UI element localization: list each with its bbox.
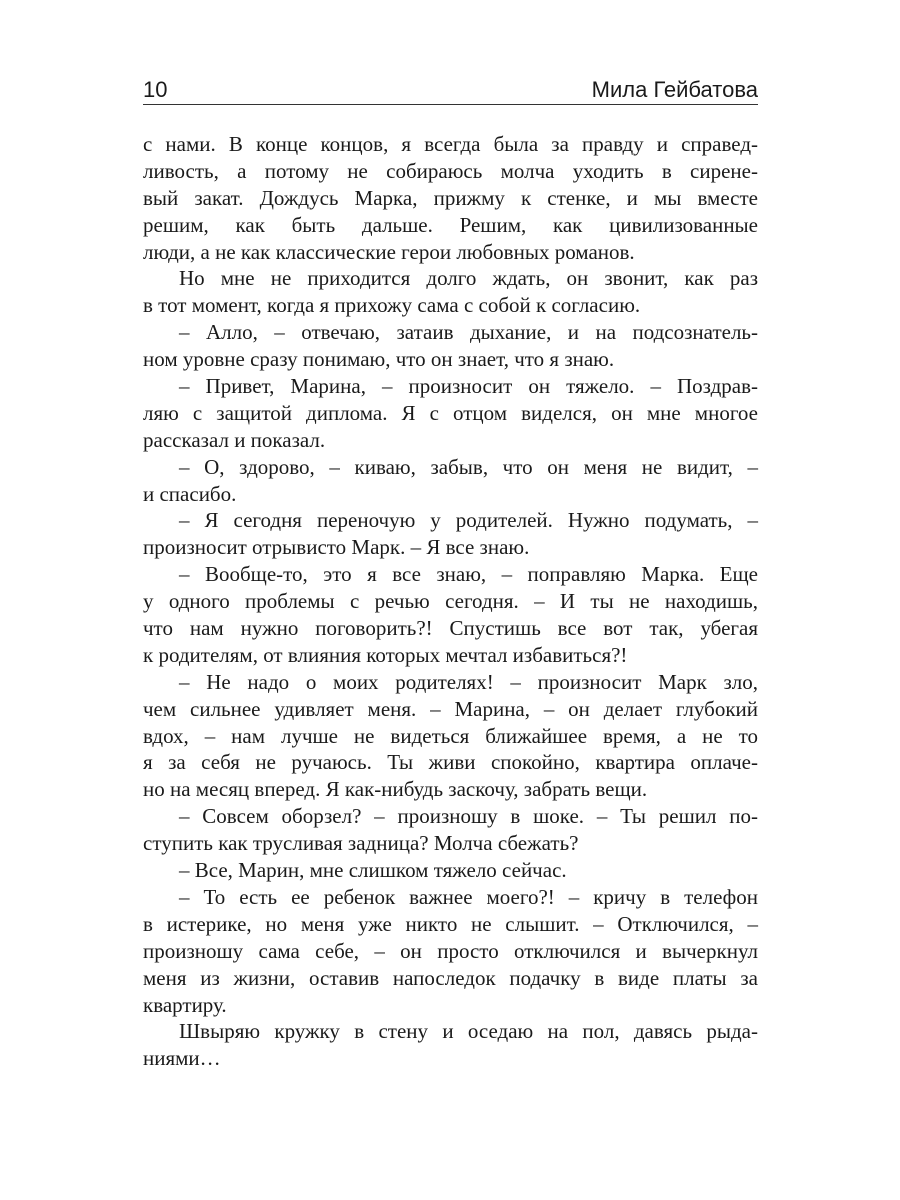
- text-line: произносит отрывисто Марк. – Я все знаю.: [143, 535, 530, 560]
- text-line: – Я сегодня переночую у родителей. Нужно подумать, –: [179, 508, 758, 533]
- text-line: ном уровне сразу понимаю, что он знает, что я знаю.: [143, 347, 615, 372]
- text-line: – То есть ее ребенок важнее моего?! – кричу в телефон: [179, 884, 758, 909]
- running-head: [143, 75, 758, 105]
- text-line: что нам нужно поговорить?! Спустишь все вот так, убегая: [143, 616, 758, 641]
- text-line: Но мне не приходится долго ждать, он звонит, как раз: [179, 266, 758, 291]
- text-line: – Не надо о моих родителях! – произносит Марк зло,: [179, 669, 758, 694]
- page-number: 10: [143, 77, 168, 102]
- text-line: вдох, – нам лучше не видеться ближайшее время, а не то: [143, 723, 758, 748]
- header-rule: [143, 104, 758, 105]
- text-line: вый закат. Дождусь Марка, прижму к стенке, и мы вместе: [143, 185, 758, 210]
- text-line: у одного проблемы с речью сегодня. – И ты не находишь,: [143, 589, 758, 614]
- text-line: и спасибо.: [143, 481, 237, 506]
- text-line: люди, а не как классические герои любовных романов.: [143, 239, 635, 264]
- text-line: ляю с защитой диплома. Я с отцом виделся, он мне многое: [143, 400, 758, 425]
- text-line: – Алло, – отвечаю, затаив дыхание, и на подсознатель-: [179, 320, 758, 345]
- text-line: ступить как трусливая задница? Молча сбежать?: [143, 831, 579, 856]
- text-line: Швыряю кружку в стену и оседаю на пол, давясь рыда-: [179, 1019, 758, 1044]
- text-line: решим, как быть дальше. Решим, как цивилизованные: [143, 212, 758, 237]
- text-line: – Привет, Марина, – произносит он тяжело. – Поздрав-: [179, 374, 758, 399]
- text-line: ливость, а потому не собираюсь молча уходить в сирене-: [143, 158, 758, 183]
- text-line: ниями…: [143, 1046, 221, 1071]
- text-line: к родителям, от влияния которых мечтал избавиться?!: [143, 642, 628, 667]
- text-line: – О, здорово, – киваю, забыв, что он меня не видит, –: [179, 454, 758, 479]
- text-line: но на месяц вперед. Я как-нибудь заскочу, забрать вещи.: [143, 777, 648, 802]
- text-line: – Все, Марин, мне слишком тяжело сейчас.: [179, 858, 567, 883]
- text-line: чем сильнее удивляет меня. – Марина, – он делает глубокий: [143, 696, 758, 721]
- text-line: – Вообще-то, это я все знаю, – поправляю Марка. Еще: [179, 562, 758, 587]
- text-line: – Совсем оборзел? – произношу в шоке. – Ты решил по-: [179, 804, 758, 829]
- text-line: в тот момент, когда я прихожу сама с собой к согласию.: [143, 293, 641, 318]
- text-line: с нами. В конце концов, я всегда была за правду и справед-: [143, 132, 758, 156]
- text-line: квартиру.: [143, 992, 227, 1017]
- text-line: в истерике, но меня уже никто не слышит. – Отключился, –: [143, 911, 758, 936]
- text-line: я за себя не ручаюсь. Ты живи спокойно, квартира оплаче-: [143, 750, 758, 775]
- text-line: меня из жизни, оставив напоследок подачку в виде платы за: [143, 965, 758, 990]
- body-text: [143, 131, 758, 1072]
- text-line: рассказал и показал.: [143, 427, 326, 452]
- running-head-author: Мила Гейбатова: [591, 77, 758, 102]
- text-line: произношу сама себе, – он просто отключился и вычеркнул: [143, 938, 758, 963]
